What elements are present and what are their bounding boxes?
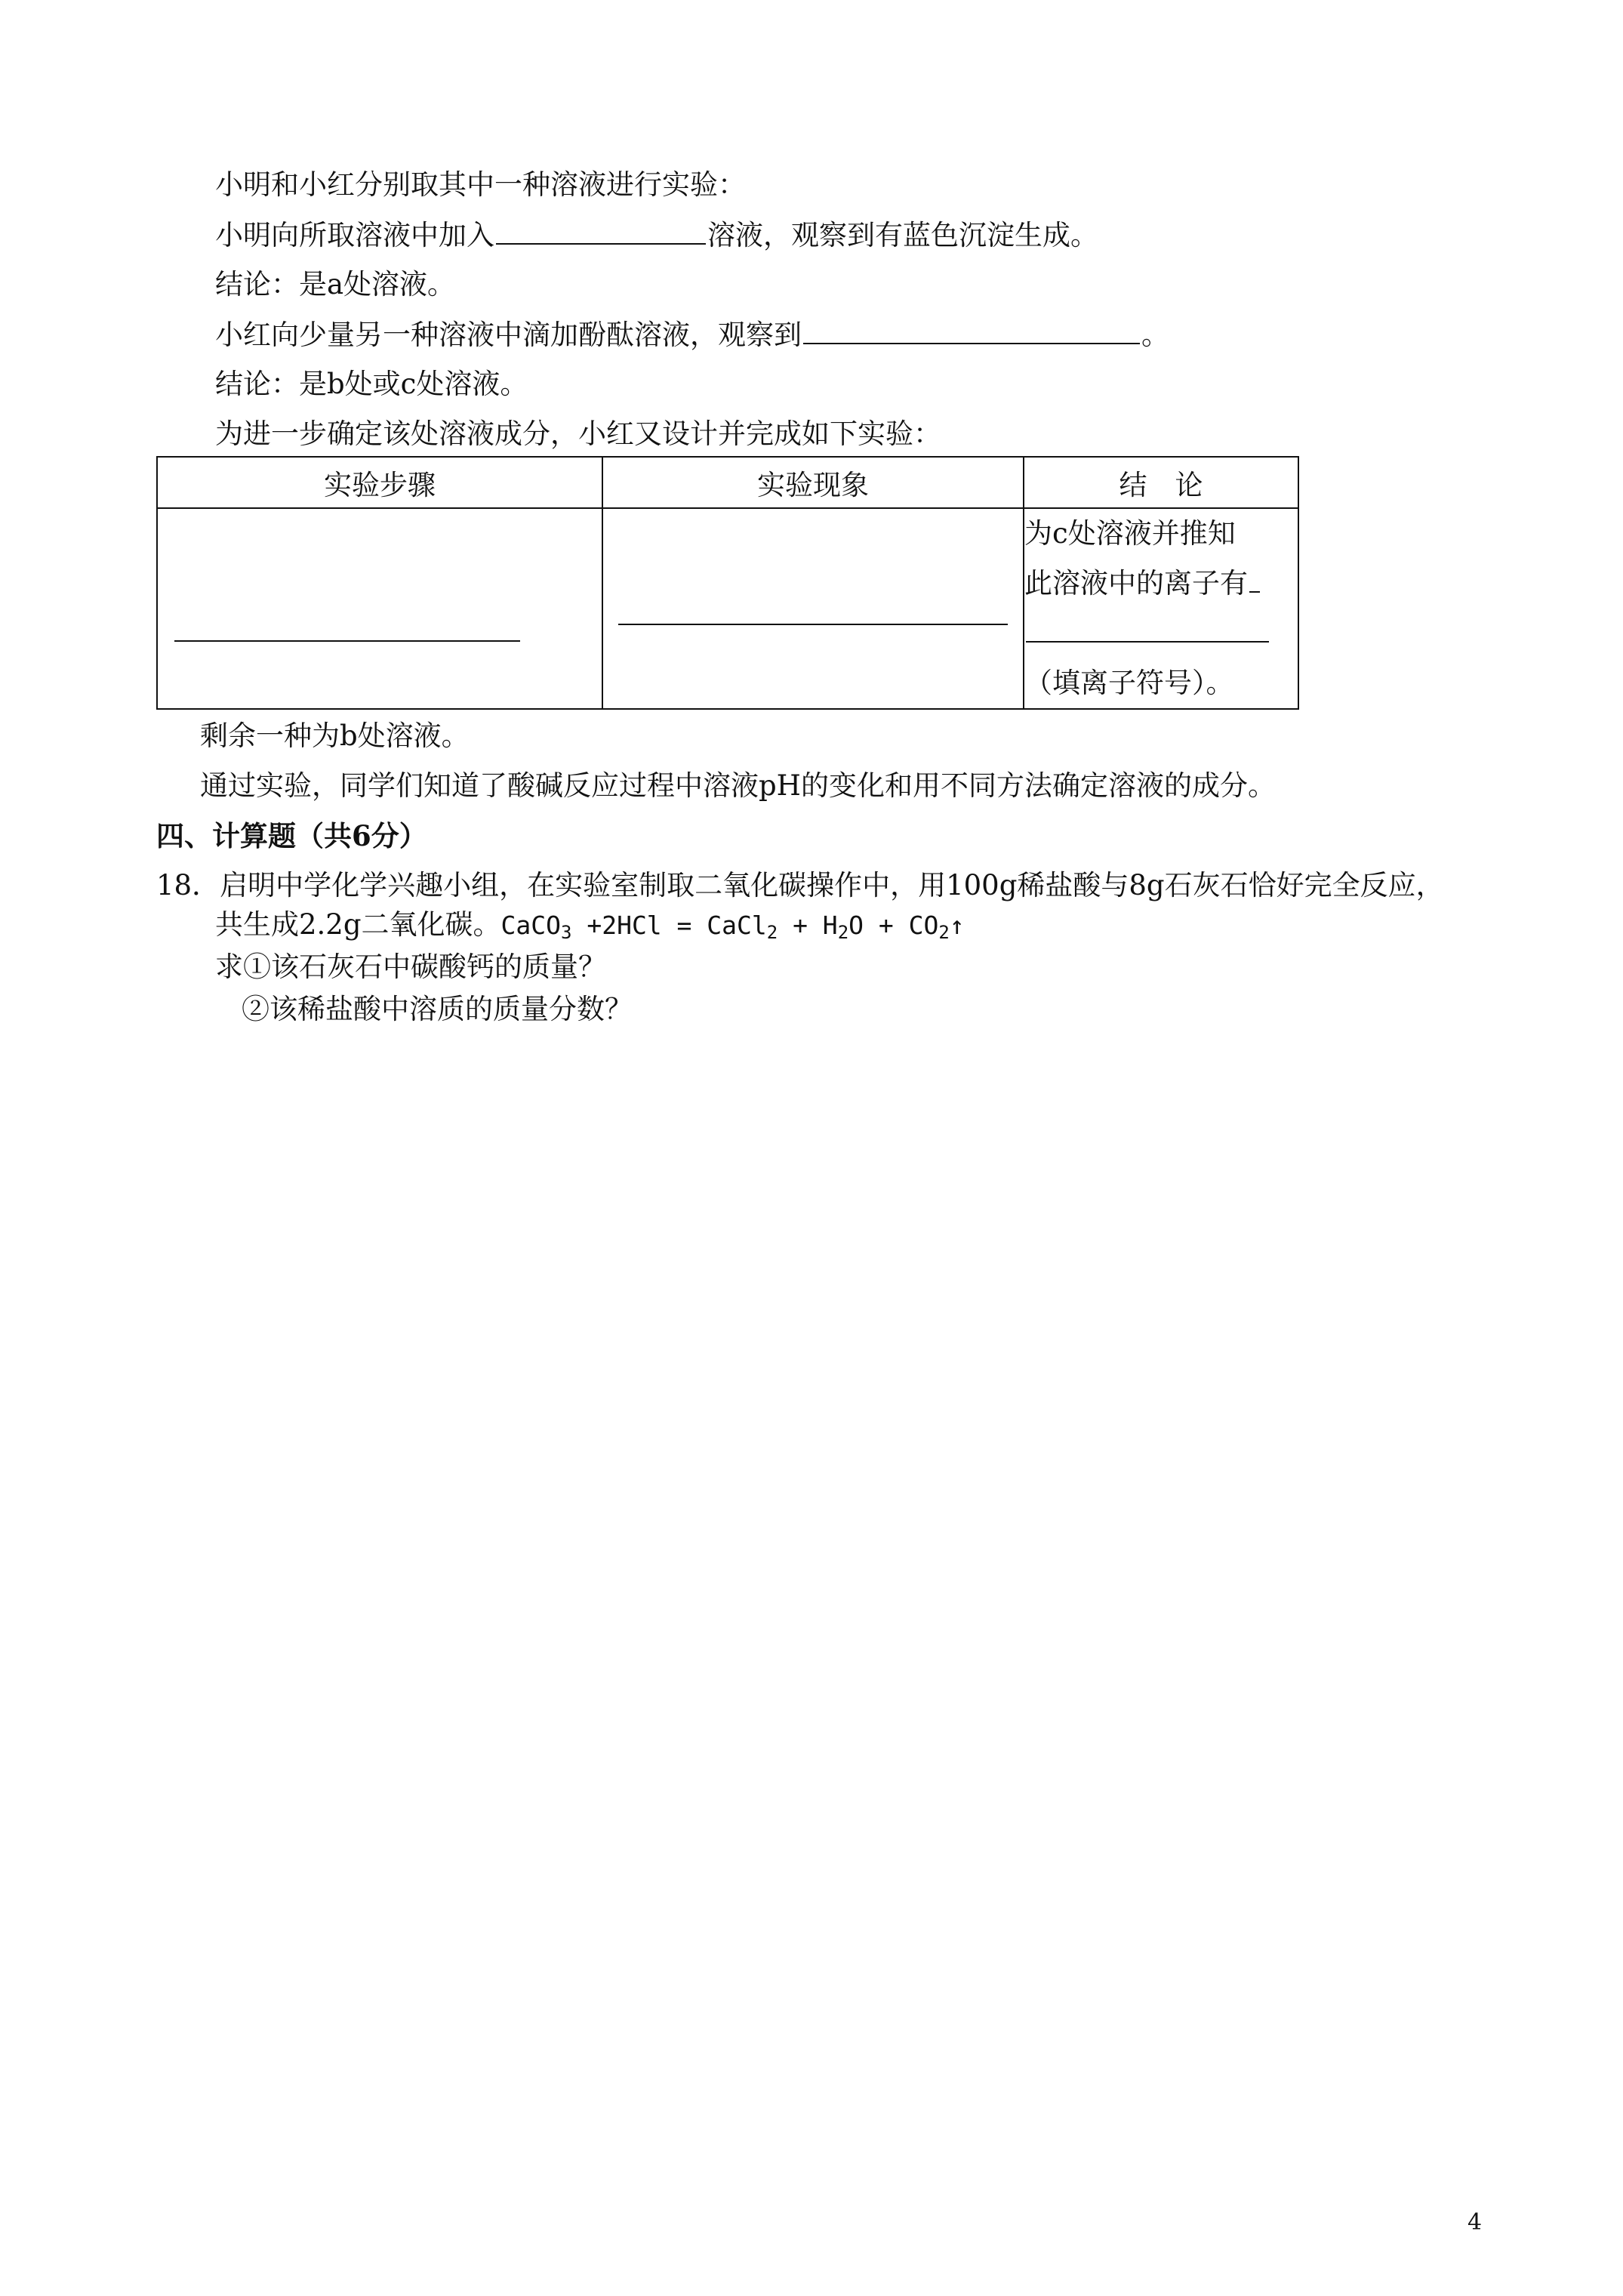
- header-steps: 实验步骤: [157, 457, 602, 508]
- text-line-3: 结论：是a处溶液。: [215, 268, 456, 300]
- section-4-title: 四、计算题（共6分）: [156, 819, 427, 852]
- line4-suffix: 。: [1141, 319, 1169, 351]
- eq-part: CaCO: [500, 911, 562, 940]
- eq-sub: 2: [938, 922, 950, 943]
- answer-blank-reagent[interactable]: [496, 216, 706, 245]
- chemical-equation: [500, 911, 965, 943]
- cell-conclusion: [1024, 508, 1298, 709]
- page-number: 4: [1467, 2209, 1483, 2236]
- answer-blank-ions-a[interactable]: [1249, 564, 1260, 593]
- eq-part: O + CO: [848, 911, 939, 940]
- after-line-1: 剩余一种为b处溶液。: [200, 720, 470, 752]
- eq-sub: 2: [766, 922, 778, 943]
- experiment-table: [156, 456, 1299, 710]
- answer-blank-ions[interactable]: [1026, 626, 1269, 643]
- q18-line2-text: 共生成2.2g二氧化碳。: [215, 908, 501, 941]
- after-line-2: 通过实验，同学们知道了酸碱反应过程中溶液pH的变化和用不同方法确定溶液的成分。: [200, 769, 1276, 802]
- conclusion-line-2b: [1024, 609, 1298, 658]
- text-line-4: [215, 316, 1169, 354]
- cell-steps: [157, 508, 602, 709]
- table-header-row: [157, 457, 1298, 508]
- header-phenomena: 实验现象: [602, 457, 1024, 508]
- answer-blank-observation[interactable]: [803, 316, 1140, 344]
- eq-part: + H: [778, 911, 838, 940]
- table-row: [157, 508, 1298, 709]
- text-line-5: 结论：是b处或c处溶液。: [215, 368, 528, 400]
- conclusion-line-2: [1024, 559, 1298, 609]
- conclusion-line-1: 为c处溶液并推知: [1024, 517, 1236, 550]
- eq-part: +2HCl = CaCl: [571, 911, 767, 940]
- answer-blank-steps[interactable]: [174, 640, 520, 642]
- question-18-line-2: [215, 906, 965, 951]
- header-conclusion: 结 论: [1024, 457, 1298, 508]
- answer-blank-phenomena[interactable]: [618, 624, 1008, 625]
- question-18-part-2: ②该稀盐酸中溶质的质量分数？: [242, 993, 633, 1025]
- text-line-1: 小明和小红分别取其中一种溶液进行实验：: [215, 168, 746, 201]
- conclusion-line-3: （填离子符号）。: [1024, 667, 1234, 699]
- eq-sub: 2: [837, 922, 849, 943]
- eq-sub: 3: [561, 922, 572, 943]
- question-18-part-1: 求①该石灰石中碳酸钙的质量？: [215, 951, 606, 983]
- text-line-2: [215, 216, 1098, 254]
- cell-phenomena: [602, 508, 1024, 709]
- line2-suffix: 溶液，观察到有蓝色沉淀生成。: [707, 219, 1098, 251]
- conclusion-ions-label: 此溶液中的离子有: [1024, 567, 1248, 599]
- up-arrow-icon: ↑: [949, 911, 965, 940]
- question-18-line-1: 18．启明中学化学兴趣小组，在实验室制取二氧化碳操作中，用100g稀盐酸与8g石灰石恰好完全反应，: [156, 869, 1444, 901]
- line2-prefix: 小明向所取溶液中加入: [215, 219, 494, 251]
- line4-prefix: 小红向少量另一种溶液中滴加酚酞溶液，观察到: [215, 319, 802, 351]
- text-line-6: 为进一步确定该处溶液成分，小红又设计并完成如下实验：: [215, 418, 941, 450]
